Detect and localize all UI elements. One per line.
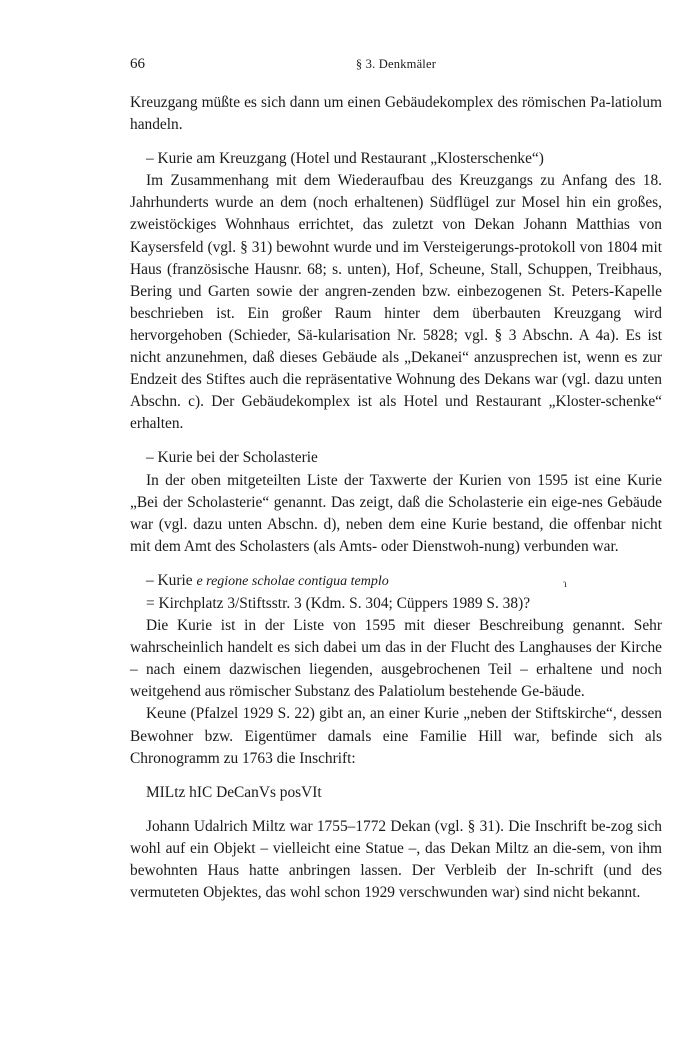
paragraph-text: – Kurie am Kreuzgang (Hotel und Restaurant „Klosterschenke“) <box>146 150 544 168</box>
paragraph-gap <box>130 558 662 570</box>
paragraph <box>130 703 662 769</box>
paragraph-text: Die Kurie ist in der Liste von 1595 mit dieser Beschreibung genannt. Sehr wahrscheinlich handelt es sich dabei um das in der Flucht des Langhauses der Kirche – nach einem dazwischen liegenden, ausgebrochenen Teil – erhaltene und noch weitgehend aus römischer Substanz des Palatiolum bestehende Ge-bäude. <box>130 617 662 701</box>
paragraph-text: = Kirchplatz 3/Stiftsstr. 3 (Kdm. S. 304; Cüppers 1989 S. 38)? <box>146 594 531 612</box>
body-text <box>130 92 662 904</box>
paragraph-text: – Kurie bei der Scholasterie <box>146 449 318 467</box>
paragraph-gap <box>130 804 662 816</box>
page-header <box>130 56 662 76</box>
paragraph <box>130 470 662 558</box>
paragraph <box>130 148 662 170</box>
paragraph <box>130 593 662 615</box>
paragraph <box>130 92 662 136</box>
paragraph-text: – Kurie <box>146 571 197 589</box>
paragraph <box>130 816 662 904</box>
margin-mark: ɿ <box>563 576 567 590</box>
running-title: § 3. Denkmäler <box>355 57 437 71</box>
paragraph-gap <box>130 435 662 447</box>
paragraph-text: Keune (Pfalzel 1929 S. 22) gibt an, an einer Kurie „neben der Stiftskirche“, dessen Bewohner bzw. Eigentümer damals eine Familie Hill war, befinde sich als Chronogramm zu 1763 die Inschrift: <box>130 705 662 767</box>
paragraph-gap <box>130 136 662 148</box>
paragraph <box>130 782 662 804</box>
paragraph-text: Kreuzgang müßte es sich dann um einen Gebäudekomplex des römischen Pa-latiolum handeln. <box>130 94 662 134</box>
paragraph <box>130 447 662 469</box>
paragraph <box>130 570 662 593</box>
page-number: 66 <box>130 56 145 72</box>
paragraph-gap <box>130 770 662 782</box>
italic-phrase: e regione scholae contigua templo <box>196 573 389 589</box>
paragraph-text: Im Zusammenhang mit dem Wiederaufbau des Kreuzgangs zu Anfang des 18. Jahrhunderts wurde an dem (noch erhaltenen) Südflügel zur Mosel hin ein großes, zweistöckiges Wohnhaus errichtet, das zuletzt von Dekan Johann Matthias von Kaysersfeld (vgl. § 31) bewohnt wurde und im Versteigerungs-protokoll von 1804 mit Haus (französische Hausnr. 68; s. unten), Hof, Scheune, Stall, Schuppen, Treibhaus, Bering und Garten sowie der angren-zenden bzw. einbezogenen St. Peters-Kapelle beschrieben ist. Ein großer Raum hinter dem überbauten Kreuzgang wird hervorgehoben (Schieder, Sä-kularisation Nr. 5828; vgl. § 3 Abschn. A 4a). Es ist nicht anzunehmen, daß dieses Gebäude als „Dekanei“ anzusprechen ist, wenn es zur Endzeit des Stiftes auch die repräsentative Wohnung des Dekans war (vgl. dazu unten Abschn. c). Der Gebäudekomplex ist als Hotel und Restaurant „Kloster-schenke“ erhalten. <box>130 172 662 433</box>
paragraph <box>130 615 662 703</box>
paragraph-text: In der oben mitgeteilten Liste der Taxwerte der Kurien von 1595 ist eine Kurie „Bei der Scholasterie“ genannt. Das zeigt, daß die Scholasterie ein eige-nes Gebäude war (vgl. dazu unten Abschn. d), neben dem eine Kurie bestand, die offenbar nicht mit dem Amt des Scholasters (als Amts- oder Dienstwoh-nung) verbunden war. <box>130 471 662 555</box>
paragraph-text: MILtz hIC DeCanVs posVIt <box>146 783 322 801</box>
paragraph <box>130 170 662 435</box>
paragraph-text: Johann Udalrich Miltz war 1755–1772 Dekan (vgl. § 31). Die Inschrift be-zog sich wohl auf ein Objekt – vielleicht eine Statue –, das Dekan Miltz an die-sem, von ihm bewohnten Haus hatte anbringen lassen. Der Verbleib der In-schrift (und des vermuteten Objektes, das wohl schon 1929 verschwunden war) sind nicht bekannt. <box>130 817 662 902</box>
